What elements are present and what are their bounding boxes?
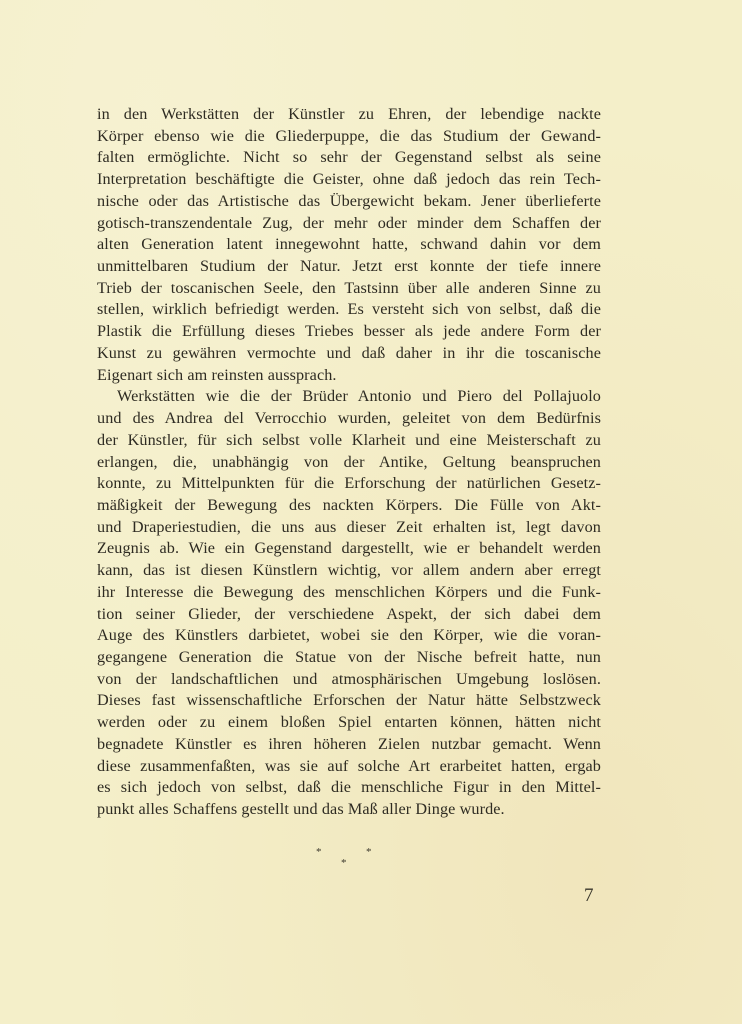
text-line: begnadete Künstler es ihren höheren Zielen nutzbar gemacht. Wenn: [97, 734, 601, 753]
asterisk: *: [316, 846, 322, 858]
asterisk: *: [366, 846, 372, 858]
text-line: erlangen, die, unabhängig von der Antike, Geltung beanspruchen: [97, 452, 601, 471]
text-line: konnte, zu Mittelpunkten für die Erforschung der natürlichen Gesetz-: [97, 474, 601, 493]
text-line: punkt alles Schaffens gestellt und das Maß aller Dinge wurde.: [97, 800, 505, 818]
text-line: Eigenart sich am reinsten aussprach.: [97, 365, 337, 384]
text-line: diese zusammenfaßten, was sie auf solche Art erarbeitet hatten, ergab: [97, 756, 601, 775]
text-line: werden oder zu einem bloßen Spiel entarten können, hätten nicht: [97, 713, 601, 732]
text-line: mäßigkeit der Bewegung des nackten Körpers. Die Fülle von Akt-: [97, 495, 601, 514]
text-line: ihr Interesse die Bewegung des menschlichen Körpers und die Funk-: [97, 582, 601, 601]
text-line: und des Andrea del Verrocchio wurden, geleitet von dem Bedürfnis: [97, 409, 601, 428]
text-line: Zeugnis ab. Wie ein Gegenstand dargestellt, wie er behandelt werden: [97, 539, 601, 558]
text-line: Körper ebenso wie die Gliederpuppe, die das Studium der Gewand-: [97, 126, 601, 145]
body-text: [97, 104, 601, 821]
text-line: Kunst zu gewähren vermochte und daß daher in ihr die toscanische: [97, 343, 601, 362]
asterisk: *: [341, 857, 347, 869]
text-line: Dieses fast wissenschaftliche Erforschen der Natur hätte Selbstzweck: [97, 691, 601, 710]
text-line: in den Werkstätten der Künstler zu Ehren, der lebendige nackte: [97, 105, 601, 123]
text-line: von der landschaftlichen und atmosphärischen Umgebung loslösen.: [97, 669, 601, 688]
text-line: Werkstätten wie die der Brüder Antonio und Piero del Pollajuolo: [117, 387, 601, 406]
paragraph: [97, 104, 601, 386]
text-line: falten ermöglichte. Nicht so sehr der Gegenstand selbst als seine: [97, 148, 601, 167]
text-line: kann, das ist diesen Künstlern wichtig, vor allem andern aber erregt: [97, 561, 601, 580]
text-line: alten Generation latent innegewohnt hatte, schwand dahin vor dem: [97, 235, 601, 254]
text-line: und Draperiestudien, die uns aus dieser Zeit erhalten ist, legt davon: [97, 517, 601, 536]
text-line: stellen, wirklich befriedigt werden. Es versteht sich von selbst, daß die: [97, 300, 601, 319]
text-line: Interpretation beschäftigte die Geister, ohne daß jedoch das rein Tech-: [97, 170, 601, 189]
text-line: unmittelbaren Studium der Natur. Jetzt erst konnte der tiefe innere: [97, 257, 601, 276]
page-number: 7: [584, 885, 594, 906]
text-line: Auge des Künstlers darbietet, wobei sie den Körper, wie die voran-: [97, 626, 601, 645]
text-line: gotisch-transzendentale Zug, der mehr oder minder dem Schaffen der: [97, 213, 601, 232]
text-line: der Künstler, für sich selbst volle Klarheit und eine Meisterschaft zu: [97, 430, 601, 449]
text-line: es sich jedoch von selbst, daß die menschliche Figur in den Mittel-: [97, 778, 601, 797]
text-line: tion seiner Glieder, der verschiedene Aspekt, der sich dabei dem: [97, 604, 601, 623]
paragraph: [97, 386, 601, 820]
text-line: Trieb der toscanischen Seele, den Tastsinn über alle anderen Sinne zu: [97, 278, 601, 297]
text-line: nische oder das Artistische das Übergewicht bekam. Jener überlieferte: [97, 191, 601, 210]
asterism-divider: [300, 846, 390, 876]
text-line: Plastik die Erfüllung dieses Triebes besser als jede andere Form der: [97, 322, 601, 341]
text-line: gegangene Generation die Statue von der Nische befreit hatte, nun: [97, 647, 601, 666]
